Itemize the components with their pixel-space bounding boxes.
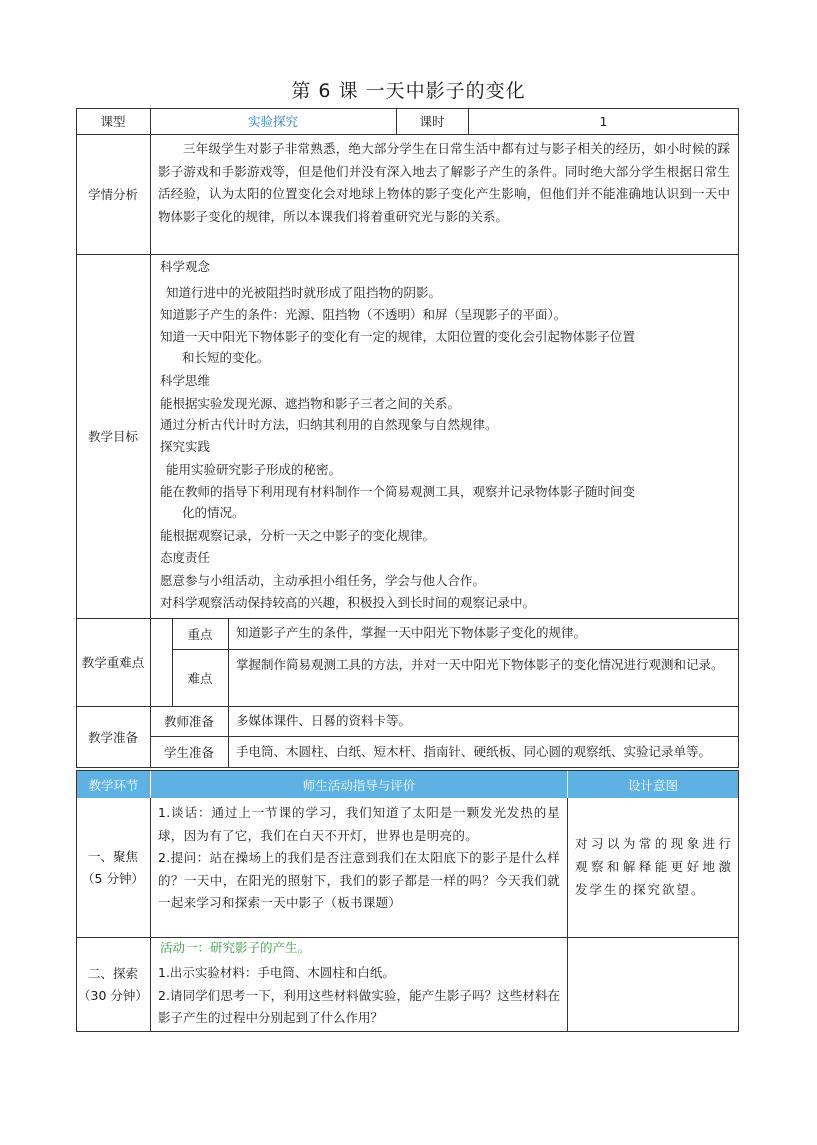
lesson-hours-value: 1 <box>599 113 608 129</box>
difficulty-text: 掌握制作简易观测工具的方法，并对一天中阳光下物体影子的变化情况进行观测和记录。 <box>236 657 724 672</box>
goals-line: 对科学观察活动保持较高的兴趣，积极投入到长时间的观察记录中。 <box>160 595 536 610</box>
goals-line: 能在教师的指导下利用现有材料制作一个简易观测工具，观察并记录物体影子随时间变 <box>160 484 636 499</box>
stage-explore: 二、探索 （30 分钟） <box>78 965 148 1003</box>
goals-line: 知道影子产生的条件：光源、阻挡物（不透明）和屏（呈现影子的平面）。 <box>160 307 567 322</box>
goals-heading-thinking: 科学思维 <box>160 373 211 388</box>
lesson-type-value: 实验探究 <box>247 114 298 129</box>
goals-line: 愿意参与小组活动，主动承担小组任务，学会与他人合作。 <box>160 573 486 588</box>
process-header-stage: 教学环节 <box>88 777 139 793</box>
stage-explore-activities: 1.出示实验材料：手电筒、木圆柱和白纸。 2.请同学们思考一下，利用这些材料做实验，能产生影子吗？这些材料在影子产生的过程中分别起到了什么作用？ <box>158 965 560 1025</box>
keypoint-text: 知道影子产生的条件，掌握一天中阳光下物体影子变化的规律。 <box>236 625 587 640</box>
goals-line: 能根据观察记录，分析一天之中影子的变化规律。 <box>160 528 436 543</box>
stage-focus-intent: 对习以为常的现象进行观察和解释能更好地激发学生的探究欲望。 <box>575 836 733 897</box>
analysis-label: 学情分析 <box>87 187 138 202</box>
prep-label: 教学准备 <box>87 730 138 745</box>
lesson-hours-label: 课时 <box>419 114 445 129</box>
goals-label: 教学目标 <box>87 429 138 444</box>
difficulty-label: 难点 <box>187 670 213 686</box>
activity-one-title: 活动一：研究影子的产生。 <box>160 940 311 955</box>
lesson-type-label: 课型 <box>100 114 126 129</box>
stage-focus-activities: 1.谈话：通过上一节课的学习，我们知道了太阳是一颗发光发热的星球，因为有了它，我们在白天不开灯，世界也是明亮的。 2.提问：站在操场上的我们是否注意到我们在太阳底下的影子是什么样的？一天中，在阳光的照射下，我们的影子都是一样的吗？今天我们就一起来学习和探索一天中影子（板书课题） <box>158 805 560 910</box>
goals-heading-practice: 探究实践 <box>160 439 211 454</box>
goals-line: 知道行进中的光被阻挡时就形成了阻挡物的阴影。 <box>166 285 442 300</box>
keypoint-label: 重点 <box>187 626 213 642</box>
stage-focus: 一、聚焦 （5 分钟） <box>82 848 144 886</box>
teacher-prep-text: 多媒体课件、日晷的资料卡等。 <box>236 713 412 728</box>
student-prep-label: 学生准备 <box>163 745 214 760</box>
goals-line: 能用实验研究影子形成的秘密。 <box>166 462 342 477</box>
goals-heading-concept: 科学观念 <box>160 259 211 274</box>
keypoints-label: 教学重难点 <box>81 655 145 670</box>
process-header-intent: 设计意图 <box>627 777 678 793</box>
goals-line: 通过分析古代计时方法，归纳其利用的自然现象与自然规律。 <box>160 417 498 432</box>
teacher-prep-label: 教师准备 <box>163 714 214 729</box>
page-title: 第 6 课 一天中影子的变化 <box>291 80 526 102</box>
analysis-text: 三年级学生对影子非常熟悉，绝大部分学生在日常生活中都有过与影子相关的经历，如小时候的踩影子游戏和手影游戏等，但是他们并没有深入地去了解影子产生的条件。同时绝大部分学生根据日常生活经验，认为太阳的位置变化会对地球上物体的影子变化产生影响，但他们并不能准确地认识到一天中物体影子变化的规律，所以本课我们将着重研究光与影的关系。 <box>158 141 730 224</box>
student-prep-text: 手电筒、木圆柱、白纸、短木杆、指南针、硬纸板、同心圆的观察纸、实验记录单等。 <box>236 744 712 759</box>
goals-line: 能根据实验发现光源、遮挡物和影子三者之间的关系。 <box>160 396 461 411</box>
goals-line: 知道一天中阳光下物体影子的变化有一定的规律，太阳位置的变化会引起物体影子位置 <box>160 329 636 344</box>
goals-line: 化的情况。 <box>182 505 245 520</box>
goals-line: 和长短的变化。 <box>182 350 270 365</box>
goals-heading-attitude: 态度责任 <box>160 550 211 565</box>
process-header-activity: 师生活动指导与评价 <box>302 777 416 793</box>
